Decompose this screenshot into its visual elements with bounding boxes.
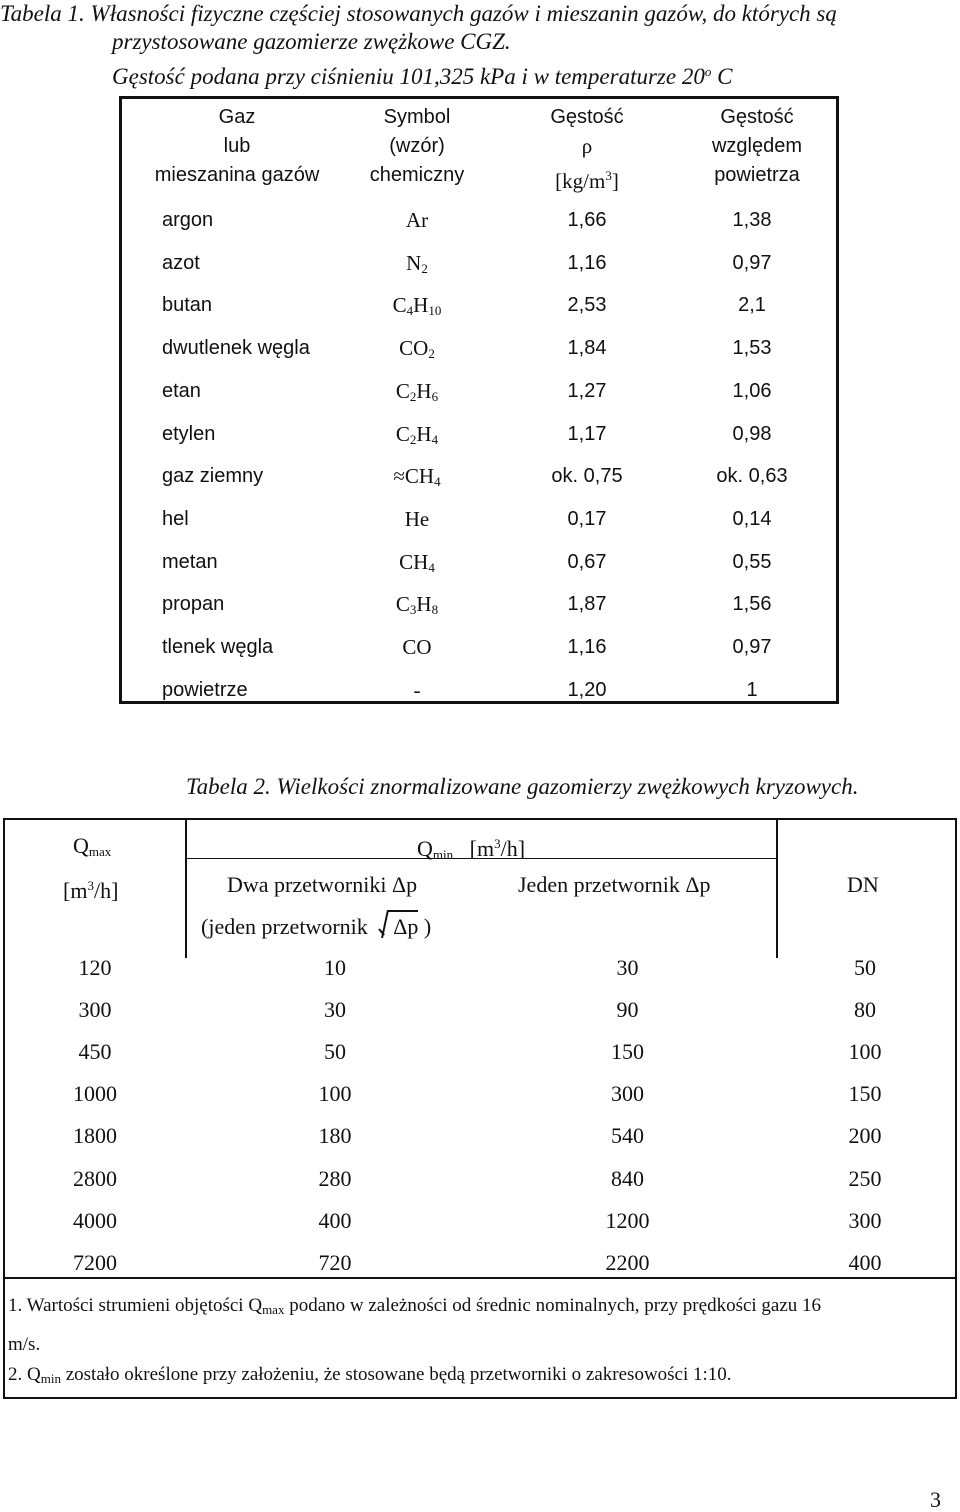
relative-density-value: 1,38	[732, 209, 772, 231]
note2-sub: min	[40, 1371, 61, 1386]
sqrt-bar	[387, 910, 418, 912]
density-value: 1,27	[567, 379, 607, 402]
table-row	[5, 1242, 955, 1284]
table-row	[122, 498, 836, 540]
header-symbol-l2: (wzór)	[389, 135, 445, 157]
symbol-part: ≈CH	[393, 464, 435, 489]
chemical-symbol	[362, 199, 472, 241]
table-row	[122, 413, 836, 455]
qmax-sub: max	[88, 844, 112, 859]
table-row	[122, 370, 836, 412]
qmax-unit-exp: 3	[87, 878, 94, 893]
gas-name: powietrze	[162, 678, 248, 701]
qmax-value: 2800	[73, 1165, 117, 1191]
qmin-symbol: Q	[417, 836, 433, 861]
orifice-meters-table	[3, 818, 957, 1399]
subtitle-text: Gęstość podana przy ciśnieniu 101,325 kPa i w temperaturze 20	[112, 64, 705, 89]
table-row	[122, 242, 836, 284]
divider	[776, 820, 778, 958]
density-value: 2,53	[567, 294, 607, 317]
gas-name: argon	[162, 209, 214, 231]
one-transmitter-text: (jeden przetwornik	[201, 914, 368, 939]
relative-density-value: 0,14	[732, 507, 772, 530]
density-value: 1,16	[567, 251, 607, 274]
header-one-transmitter-root	[201, 912, 431, 942]
symbol-part: N	[406, 250, 422, 275]
table1-title	[0, 0, 837, 56]
subtitle-degree: o	[704, 64, 712, 79]
symbol-subscript: 2	[409, 431, 417, 447]
chemical-symbol	[362, 327, 472, 375]
symbol-subscript: 4	[431, 431, 439, 447]
relative-density-value: 1,56	[732, 593, 772, 616]
symbol-subscript: 4	[428, 559, 435, 575]
table-row	[122, 583, 836, 625]
dn-value: 100	[848, 1039, 882, 1065]
chemical-symbol	[362, 626, 472, 668]
header-rel-l1: Gęstość	[720, 106, 794, 128]
sqrt-content: Δp	[393, 914, 419, 939]
symbol-part: CH	[399, 549, 429, 574]
chemical-symbol	[362, 541, 472, 589]
symbol-part: C	[395, 421, 410, 446]
note1-text-cont: podano w zależności od średnic nominalnych, przy prędkości gazu 16	[284, 1295, 822, 1316]
symbol-subscript: 6	[431, 388, 439, 404]
table-row	[5, 1200, 955, 1242]
table2-title: Tabela 2. Wielkości znormalizowane gazomierzy zwężkowych kryzowych.	[186, 774, 859, 799]
relative-density-value: 0,98	[732, 422, 772, 445]
qmax-value: 7200	[73, 1249, 117, 1275]
density-unit-base: [kg/m	[555, 169, 606, 193]
divider	[185, 820, 187, 958]
symbol-part: H	[416, 378, 432, 403]
symbol-subscript: 4	[434, 474, 441, 490]
gas-name: hel	[162, 507, 189, 530]
note2-text-cont: zostało określone przy założeniu, że stosowane będą przetworniki o zakresowości 1:10.	[60, 1364, 732, 1385]
header-two-transmitters: Dwa przetworniki Δp	[227, 872, 418, 897]
qmax-value: 120	[78, 955, 112, 980]
dn-value: 80	[854, 997, 876, 1023]
density-value: 1,66	[567, 209, 607, 231]
gas-name: etan	[162, 379, 201, 402]
density-value: 0,67	[567, 550, 607, 573]
symbol-subscript: 3	[409, 602, 417, 618]
gas-name: tlenek węgla	[162, 636, 274, 658]
qmin-one-transmitter-value: 2200	[605, 1249, 650, 1275]
qmin-sub: min	[432, 847, 454, 862]
symbol-subscript: 4	[406, 303, 414, 319]
header-gas-l2: lub	[223, 135, 251, 157]
header-qmin	[417, 829, 525, 870]
header-single-transmitter: Jeden przetwornik Δp	[518, 872, 711, 897]
relative-density-value: 2,1	[738, 294, 766, 317]
qmax-symbol: Q	[73, 833, 89, 858]
table1-subtitle	[112, 58, 732, 91]
dn-value: 150	[848, 1081, 882, 1107]
symbol-part: He	[404, 506, 430, 531]
qmax-value: 450	[78, 1039, 112, 1065]
header-rel-l3: powietrza	[714, 164, 800, 186]
gas-name: gaz ziemny	[162, 465, 264, 488]
density-value: 1,84	[567, 337, 607, 360]
gas-name: metan	[162, 550, 218, 573]
relative-density-value: 1	[746, 678, 758, 701]
qmin-unit-base: [m	[469, 836, 495, 861]
symbol-part: CO	[402, 635, 432, 659]
note1-sub: max	[262, 1302, 285, 1317]
header-relative-density	[682, 103, 832, 190]
note-2	[8, 1362, 732, 1392]
symbol-subscript: 2	[409, 388, 417, 404]
qmin-one-transmitter-value: 840	[611, 1165, 644, 1191]
qmin-one-transmitter-value: 90	[616, 997, 639, 1023]
qmin-one-transmitter-value: 150	[611, 1039, 644, 1065]
chemical-symbol	[362, 242, 472, 290]
table-row	[5, 989, 955, 1031]
header-rel-l2: względem	[711, 135, 803, 157]
qmax-value: 1000	[73, 1081, 117, 1107]
symbol-part: CO	[399, 336, 429, 361]
qmax-unit-base: [m	[63, 878, 88, 903]
header-symbol-l1: Symbol	[383, 106, 451, 128]
header-qmax-unit	[63, 871, 118, 906]
symbol-part: C	[395, 378, 410, 403]
qmin-two-transmitters-value: 400	[318, 1207, 352, 1233]
relative-density-value: 0,97	[732, 636, 772, 658]
density-value: 1,16	[567, 636, 607, 658]
symbol-part: C	[392, 293, 407, 318]
one-transmitter-close: )	[423, 914, 432, 939]
symbol-subscript: 2	[428, 346, 435, 362]
chemical-symbol	[362, 455, 472, 503]
table-row	[5, 1031, 955, 1073]
symbol-subscript: 8	[431, 602, 439, 618]
table-row	[122, 199, 836, 241]
table-row	[5, 947, 955, 989]
qmax-value: 4000	[73, 1207, 117, 1233]
gas-name: azot	[162, 251, 200, 274]
qmin-one-transmitter-value: 300	[611, 1081, 644, 1107]
table-row	[122, 626, 836, 668]
header-dn: DN	[847, 872, 879, 897]
header-qmax	[73, 831, 111, 867]
relative-density-value: 1,53	[732, 337, 772, 360]
relative-density-value: ok. 0,63	[716, 465, 788, 488]
qmin-one-transmitter-value: 1200	[605, 1207, 650, 1233]
density-value: 1,17	[567, 422, 607, 445]
qmin-two-transmitters-value: 50	[324, 1039, 346, 1065]
qmax-value: 300	[78, 997, 112, 1023]
dn-value: 250	[848, 1165, 882, 1191]
relative-density-value: 0,97	[732, 251, 772, 274]
header-gas-l1: Gaz	[218, 106, 256, 128]
header-gas	[142, 103, 332, 190]
qmax-unit-close: /h]	[93, 878, 119, 903]
gas-properties-table	[119, 96, 839, 704]
symbol-part: H	[416, 421, 432, 446]
chemical-symbol	[362, 498, 472, 540]
qmin-two-transmitters-value: 100	[318, 1081, 352, 1107]
chemical-symbol	[362, 583, 472, 631]
dn-value: 400	[848, 1249, 882, 1275]
table-row	[122, 455, 836, 497]
symbol-part: -	[413, 677, 421, 702]
table1-title-line2: przystosowane gazomierze zwężkowe CGZ.	[112, 29, 511, 54]
dn-value: 300	[848, 1207, 882, 1233]
qmax-value: 1800	[73, 1123, 117, 1149]
qmin-unit-close: /h]	[500, 836, 526, 861]
density-value: 1,87	[567, 593, 607, 616]
note-1	[8, 1293, 821, 1323]
header-symbol	[347, 103, 487, 190]
sqrt-icon	[379, 912, 418, 942]
qmin-two-transmitters-value: 720	[318, 1249, 352, 1275]
table1-title-line1: Tabela 1. Własności fizyczne częściej stosowanych gazów i mieszanin gazów, do których są	[0, 1, 837, 26]
relative-density-value: 1,06	[732, 379, 772, 402]
table-row	[122, 669, 836, 711]
subtitle-unit: C	[711, 64, 733, 89]
symbol-part: C	[395, 592, 410, 617]
qmin-one-transmitter-value: 540	[611, 1123, 644, 1149]
qmin-unit-exp: 3	[494, 836, 501, 851]
header-density-unit	[522, 161, 652, 196]
header-density	[522, 103, 652, 196]
gas-name: etylen	[162, 422, 216, 445]
qmin-two-transmitters-value: 280	[318, 1165, 352, 1191]
symbol-part: H	[416, 592, 432, 617]
density-unit-exp: 3	[605, 168, 612, 183]
table-row	[122, 327, 836, 369]
qmin-one-transmitter-value: 30	[616, 955, 639, 980]
table-row	[5, 1158, 955, 1200]
symbol-part: H	[413, 293, 429, 318]
chemical-symbol	[362, 413, 472, 461]
header-density-l1: Gęstość	[550, 106, 624, 128]
note-1-line2: m/s.	[8, 1334, 41, 1355]
density-value: ok. 0,75	[551, 465, 623, 488]
table-row	[122, 541, 836, 583]
gas-name: butan	[162, 294, 213, 317]
qmin-two-transmitters-value: 30	[324, 997, 346, 1023]
table-row	[122, 284, 836, 326]
header-gas-l3: mieszanina gazów	[154, 164, 320, 186]
symbol-subscript: 10	[428, 303, 442, 319]
note1-text: 1. Wartości strumieni objętości Q	[8, 1295, 263, 1316]
qmin-two-transmitters-value: 10	[324, 955, 346, 980]
symbol-subscript: 2	[421, 260, 428, 276]
symbol-part: Ar	[405, 208, 429, 232]
relative-density-value: 0,55	[732, 550, 772, 573]
header-symbol-l3: chemiczny	[369, 164, 465, 186]
chemical-symbol	[362, 669, 472, 711]
density-value: 1,20	[567, 678, 607, 701]
qmin-two-transmitters-value: 180	[318, 1123, 352, 1149]
chemical-symbol	[362, 370, 472, 418]
page-number: 3	[930, 1487, 941, 1512]
note2-text: 2. Q	[8, 1364, 41, 1385]
chemical-symbol	[362, 284, 472, 332]
density-unit-close: ]	[611, 169, 619, 193]
table-row	[5, 1073, 955, 1115]
gas-name: dwutlenek węgla	[162, 337, 310, 360]
header-density-rho: ρ	[581, 134, 593, 158]
table-row	[5, 1115, 955, 1157]
density-value: 0,17	[567, 507, 607, 530]
dn-value: 50	[854, 955, 876, 980]
gas-name: propan	[162, 593, 225, 616]
dn-value: 200	[848, 1123, 882, 1149]
